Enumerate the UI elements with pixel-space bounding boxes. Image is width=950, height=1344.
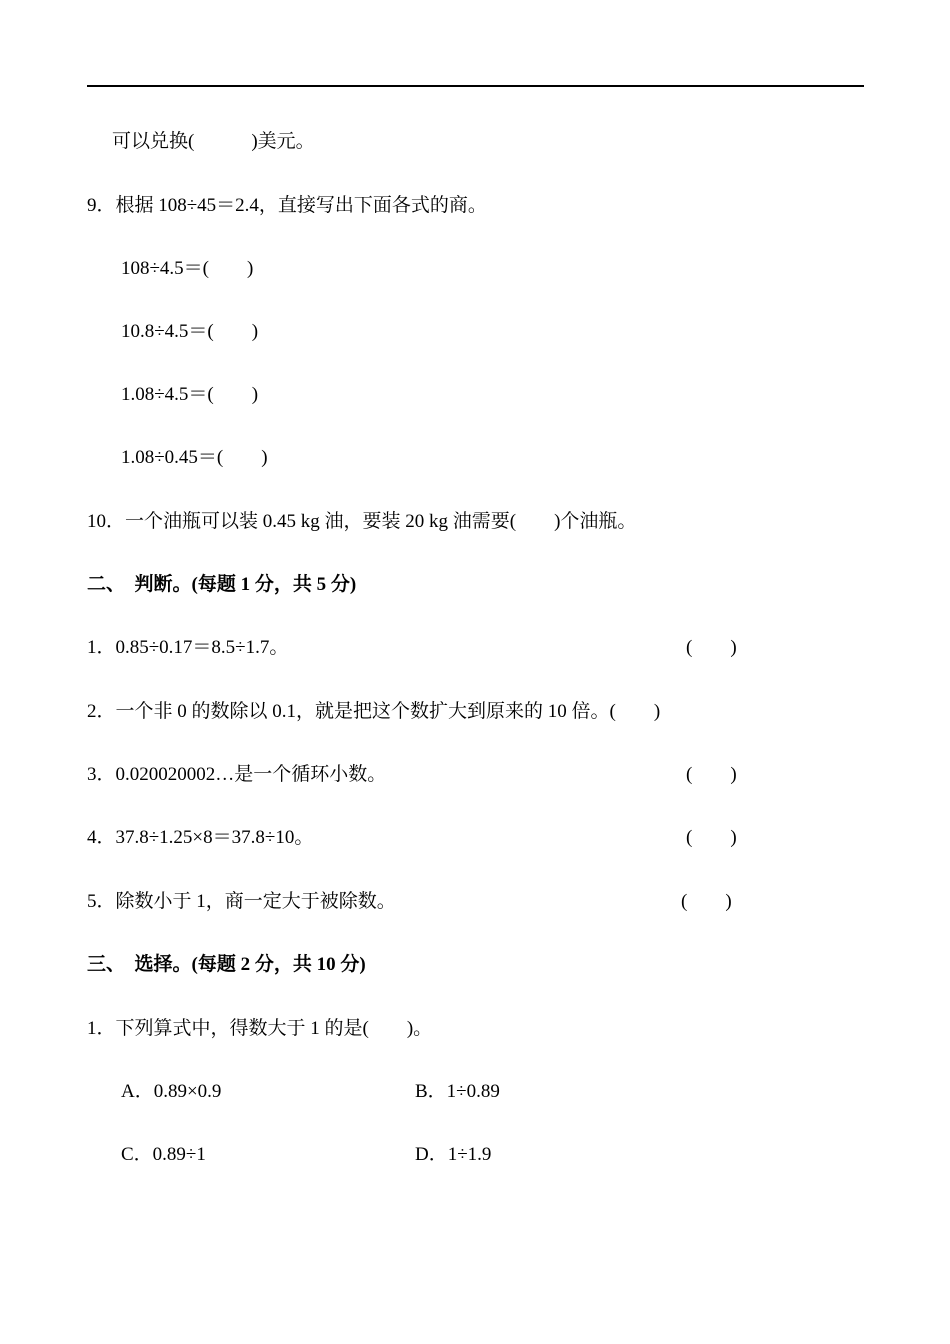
judge-item-2: 2．一个非 0 的数除以 0.1，就是把这个数扩大到原来的 10 倍。( ) xyxy=(87,701,661,722)
section3-title: 三、 选择。(每题 2 分，共 10 分) xyxy=(87,954,366,975)
judge-bracket-5[interactable]: ( ) xyxy=(681,891,732,912)
judge-item-3: 3．0.020020002…是一个循环小数。 xyxy=(87,764,387,785)
choice-q1-stem: 1．下列算式中，得数大于 1 的是( )。 xyxy=(87,1018,433,1039)
judge-item-4: 4．37.8÷1.25×8＝37.8÷10。 xyxy=(87,827,314,848)
judge-item-1: 1．0.85÷0.17＝8.5÷1.7。 xyxy=(87,637,289,658)
judge-bracket-1[interactable]: ( ) xyxy=(686,637,737,658)
judge-bracket-4[interactable]: ( ) xyxy=(686,827,737,848)
q10: 10．一个油瓶可以装 0.45 kg 油，要装 20 kg 油需要( )个油瓶。 xyxy=(87,511,637,532)
option-c[interactable]: C．0.89÷1 xyxy=(121,1144,206,1165)
header-rule xyxy=(87,85,864,87)
option-a[interactable]: A．0.89×0.9 xyxy=(121,1081,222,1102)
q9-stem: 9．根据 108÷45＝2.4，直接写出下面各式的商。 xyxy=(87,195,487,216)
option-b[interactable]: B．1÷0.89 xyxy=(415,1081,500,1102)
continued-line: 可以兑换( )美元。 xyxy=(112,131,315,152)
q9-item-1: 108÷4.5＝( ) xyxy=(121,258,254,279)
judge-item-5: 5．除数小于 1，商一定大于被除数。 xyxy=(87,891,396,912)
q9-item-3: 1.08÷4.5＝( ) xyxy=(121,384,259,405)
section2-title: 二、 判断。(每题 1 分，共 5 分) xyxy=(87,574,357,595)
judge-bracket-3[interactable]: ( ) xyxy=(686,764,737,785)
q9-item-4: 1.08÷0.45＝( ) xyxy=(121,447,268,468)
q9-item-2: 10.8÷4.5＝( ) xyxy=(121,321,259,342)
option-d[interactable]: D．1÷1.9 xyxy=(415,1144,492,1165)
